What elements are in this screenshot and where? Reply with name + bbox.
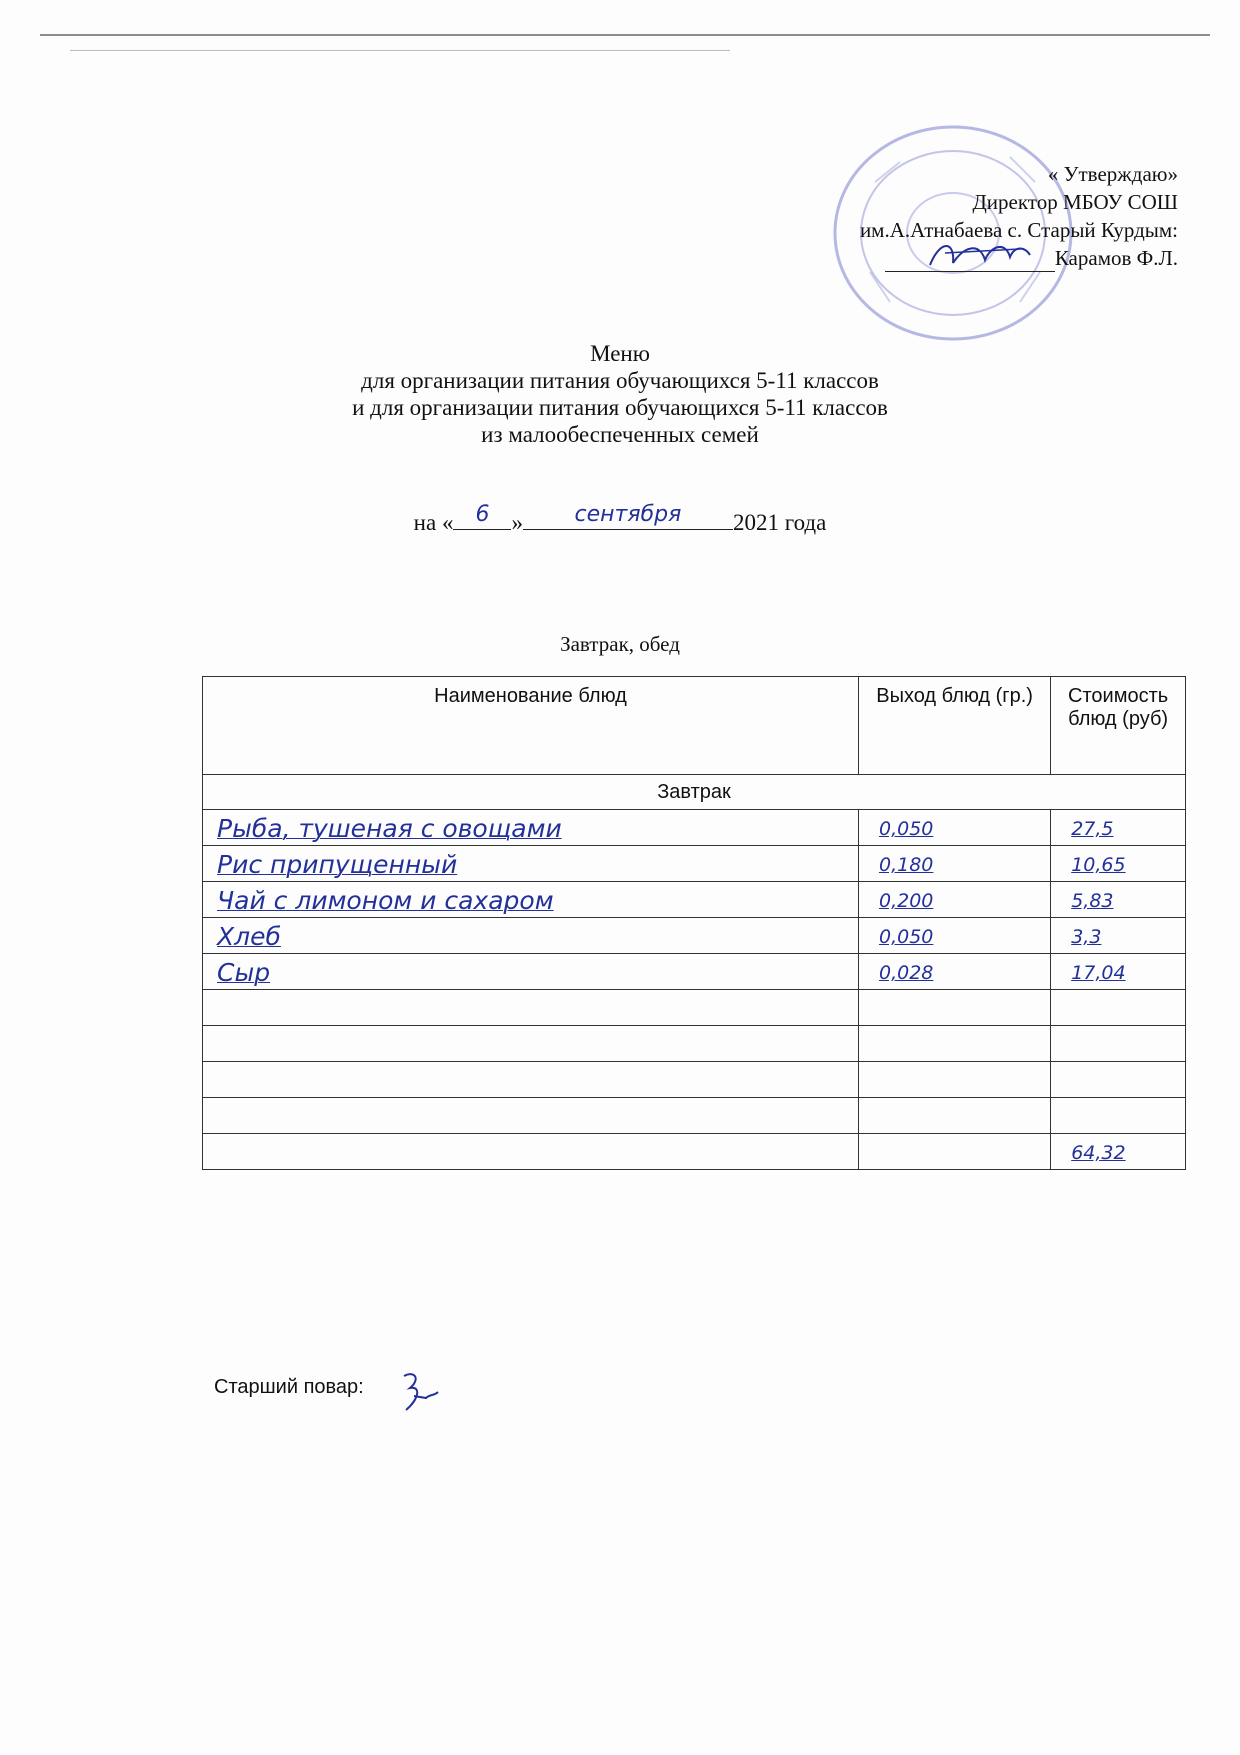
dish-name: Рис припущенный <box>217 850 458 879</box>
total-price: 64,32 <box>1071 1142 1126 1164</box>
price-cell <box>1051 990 1186 1026</box>
weight-cell <box>858 882 1050 918</box>
table-row <box>203 882 1186 918</box>
table-row <box>203 1026 1186 1062</box>
dish-name: Хлеб <box>217 922 281 951</box>
header-dish-name: Наименование блюд <box>203 677 859 775</box>
cook-signature <box>396 1366 446 1416</box>
approval-line-3: им.А.Атнабаева с. Старый Курдым: <box>859 218 1178 242</box>
table-row <box>203 810 1186 846</box>
director-signature <box>925 235 1035 275</box>
date-day: 6 <box>475 502 490 527</box>
dish-weight: 0,028 <box>878 962 934 984</box>
price-cell <box>1051 882 1186 918</box>
table-row <box>203 846 1186 882</box>
dish-name-cell <box>203 918 859 954</box>
dish-price: 27,5 <box>1071 818 1114 840</box>
dish-name-cell <box>203 1134 859 1170</box>
weight-cell <box>858 846 1050 882</box>
meal-title: Завтрак, обед <box>560 632 680 656</box>
dish-name: Рыба, тушеная с овощами <box>217 814 562 843</box>
title-line-2: для организации питания обучающихся 5-11 классов <box>361 368 879 393</box>
weight-cell <box>858 1026 1050 1062</box>
dish-name-cell <box>203 990 859 1026</box>
dish-name-cell <box>203 1098 859 1134</box>
table-row <box>203 954 1186 990</box>
dish-price: 10,65 <box>1071 854 1126 876</box>
table-row <box>203 1062 1186 1098</box>
price-cell <box>1051 1026 1186 1062</box>
scan-edge-line <box>40 34 1210 36</box>
weight-cell <box>858 1134 1050 1170</box>
approval-line-4 <box>860 244 1178 272</box>
table-row <box>203 1098 1186 1134</box>
table-row <box>203 918 1186 954</box>
dish-price: 5,83 <box>1071 890 1114 912</box>
scan-edge-line <box>70 50 730 51</box>
date-prefix: на « <box>413 510 454 535</box>
dish-name: Чай с лимоном и сахаром <box>217 886 554 915</box>
dish-price: 3,3 <box>1071 926 1102 948</box>
section-label: Завтрак <box>203 775 1186 810</box>
weight-cell <box>858 1098 1050 1134</box>
date-line <box>0 502 1240 536</box>
dish-name-cell <box>203 882 859 918</box>
dish-name-cell <box>203 1026 859 1062</box>
date-month-field <box>523 502 733 530</box>
weight-cell <box>858 954 1050 990</box>
title-line-4: из малообеспеченных семей <box>481 422 759 447</box>
dish-weight: 0,180 <box>878 854 934 876</box>
director-name: Карамов Ф.Л. <box>1054 246 1178 270</box>
dish-name-cell <box>203 810 859 846</box>
date-suffix: 2021 года <box>732 510 827 535</box>
dish-weight: 0,050 <box>878 926 934 948</box>
price-cell <box>1051 918 1186 954</box>
approval-line-2: Директор МБОУ СОШ <box>972 190 1178 214</box>
date-mid: » <box>511 510 523 535</box>
menu-table <box>202 676 1186 1170</box>
dish-name-cell <box>203 954 859 990</box>
dish-name-cell <box>203 1062 859 1098</box>
dish-weight: 0,050 <box>878 818 934 840</box>
total-price-cell <box>1051 1134 1186 1170</box>
price-cell <box>1051 1062 1186 1098</box>
weight-cell <box>858 810 1050 846</box>
price-cell <box>1051 954 1186 990</box>
price-cell <box>1051 846 1186 882</box>
header-weight: Выход блюд (гр.) <box>858 677 1050 775</box>
date-day-field <box>453 502 511 530</box>
dish-weight: 0,200 <box>878 890 934 912</box>
document-title <box>0 340 1240 448</box>
weight-cell <box>858 990 1050 1026</box>
approval-line-1: « Утверждаю» <box>1047 162 1178 186</box>
table-header-row <box>203 677 1186 775</box>
section-row <box>203 775 1186 810</box>
table-row <box>203 990 1186 1026</box>
approval-block <box>860 160 1178 272</box>
cook-label: Старший повар: <box>214 1376 364 1398</box>
director-signature-line <box>885 249 1055 272</box>
total-row <box>203 1134 1186 1170</box>
title-line-3: и для организации питания обучающихся 5-11 классов <box>352 395 888 420</box>
title-line-1: Меню <box>590 341 650 366</box>
dish-price: 17,04 <box>1071 962 1126 984</box>
dish-name: Сыр <box>217 958 271 987</box>
dish-name-cell <box>203 846 859 882</box>
weight-cell <box>858 1062 1050 1098</box>
weight-cell <box>858 918 1050 954</box>
price-cell <box>1051 1098 1186 1134</box>
date-month: сентября <box>574 502 682 527</box>
price-cell <box>1051 810 1186 846</box>
header-price: Стоимость блюд (руб) <box>1051 677 1186 775</box>
